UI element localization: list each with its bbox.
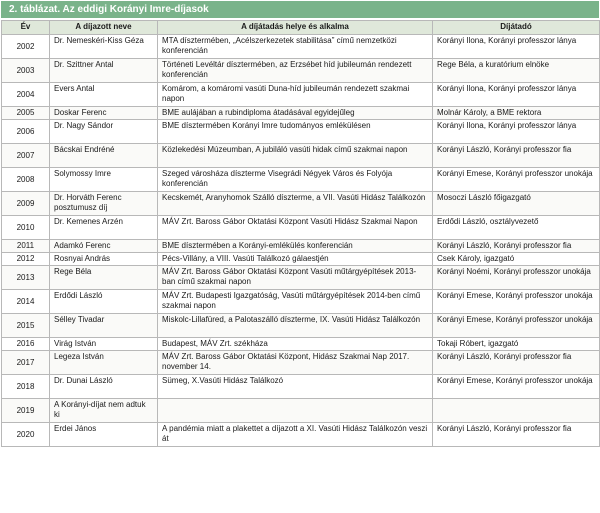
cell-place: Miskolc-Lillafüred, a Palotaszálló díszterme, IX. Vasúti Hidász Találkozón	[158, 314, 433, 338]
header-place: A díjátadás helye és alkalma	[158, 21, 433, 35]
laureates-table	[1, 20, 600, 447]
cell-presenter: Korányi Ilona, Korányi professzor lánya	[433, 120, 600, 144]
table-row	[2, 399, 600, 423]
header-year: Év	[2, 21, 50, 35]
cell-year: 2008	[2, 168, 50, 192]
cell-year: 2014	[2, 290, 50, 314]
table-row	[2, 107, 600, 120]
cell-presenter: Korányi Emese, Korányi professzor unokája	[433, 314, 600, 338]
cell-name: Dr. Szittner Antal	[50, 59, 158, 83]
cell-presenter: Rege Béla, a kuratórium elnöke	[433, 59, 600, 83]
cell-presenter: Korányi Ilona, Korányi professzor lánya	[433, 35, 600, 59]
cell-name: Dr. Nagy Sándor	[50, 120, 158, 144]
cell-place: MÁV Zrt. Baross Gábor Oktatási Központ, Hidász Szakmai Nap 2017. november 14.	[158, 351, 433, 375]
cell-presenter: Tokaji Róbert, igazgató	[433, 338, 600, 351]
cell-presenter: Molnár Károly, a BME rektora	[433, 107, 600, 120]
cell-presenter	[433, 399, 600, 423]
cell-name: Dr. Kemenes Arzén	[50, 216, 158, 240]
cell-year: 2009	[2, 192, 50, 216]
cell-name: Rege Béla	[50, 266, 158, 290]
cell-year: 2003	[2, 59, 50, 83]
table-body	[2, 35, 600, 447]
cell-presenter: Erdődi László, osztályvezető	[433, 216, 600, 240]
table-row	[2, 314, 600, 338]
table-row	[2, 351, 600, 375]
cell-year: 2018	[2, 375, 50, 399]
cell-name: Virág István	[50, 338, 158, 351]
cell-presenter: Korányi Ilona, Korányi professzor lánya	[433, 83, 600, 107]
cell-place: MÁV Zrt. Baross Gábor Oktatási Központ Vasúti Hidász Szakmai Napon	[158, 216, 433, 240]
cell-place: Szeged városháza díszterme Visegrádi Négyek Város és Folyója konferencián	[158, 168, 433, 192]
cell-presenter: Korányi László, Korányi professzor fia	[433, 423, 600, 447]
cell-name: Erdei János	[50, 423, 158, 447]
cell-name: Doskar Ferenc	[50, 107, 158, 120]
cell-place: BME dísztermében a Korányi-emlékülés konferencián	[158, 240, 433, 253]
table-row	[2, 59, 600, 83]
table-row	[2, 423, 600, 447]
table-header-row	[2, 21, 600, 35]
cell-name: Erdődi László	[50, 290, 158, 314]
cell-name: Rosnyai András	[50, 253, 158, 266]
cell-year: 2013	[2, 266, 50, 290]
cell-place: Budapest, MÁV Zrt. székháza	[158, 338, 433, 351]
cell-year: 2016	[2, 338, 50, 351]
cell-year: 2010	[2, 216, 50, 240]
table-row	[2, 290, 600, 314]
cell-name: Adamkó Ferenc	[50, 240, 158, 253]
table-row	[2, 120, 600, 144]
cell-year: 2020	[2, 423, 50, 447]
table-row	[2, 338, 600, 351]
cell-year: 2019	[2, 399, 50, 423]
cell-presenter: Korányi Noémi, Korányi professzor unokája	[433, 266, 600, 290]
cell-name: A Korányi-díjat nem adtuk ki	[50, 399, 158, 423]
cell-place: MÁV Zrt. Baross Gábor Oktatási Központ Vasúti műtárgyépítések 2013-ban című szakmai napon	[158, 266, 433, 290]
cell-place: BME aulájában a rubindiploma átadásával egyidejűleg	[158, 107, 433, 120]
header-presenter: Díjátadó	[433, 21, 600, 35]
table-row	[2, 375, 600, 399]
cell-name: Dr. Nemeskéri-Kiss Géza	[50, 35, 158, 59]
table-row	[2, 216, 600, 240]
table-row	[2, 192, 600, 216]
cell-place: MTA dísztermében, „Acélszerkezetek stabilitása” című nemzetközi konferencián	[158, 35, 433, 59]
cell-presenter: Korányi Emese, Korányi professzor unokája	[433, 290, 600, 314]
table-row	[2, 83, 600, 107]
cell-place: A pandémia miatt a plakettet a díjazott a XI. Vasúti Hidász Találkozón veszi át	[158, 423, 433, 447]
cell-name: Evers Antal	[50, 83, 158, 107]
table-title: 2. táblázat. Az eddigi Korányi Imre-díjasok	[1, 1, 599, 18]
cell-place: BME dísztermében Korányi Imre tudományos emlékülésen	[158, 120, 433, 144]
cell-presenter: Korányi Emese, Korányi professzor unokája	[433, 168, 600, 192]
table-row	[2, 266, 600, 290]
cell-presenter: Korányi László, Korányi professzor fia	[433, 351, 600, 375]
cell-place: Sümeg, X.Vasúti Hidász Találkozó	[158, 375, 433, 399]
cell-year: 2005	[2, 107, 50, 120]
cell-name: Sélley Tivadar	[50, 314, 158, 338]
cell-place: Közlekedési Múzeumban, A jubiláló vasúti hidak című szakmai napon	[158, 144, 433, 168]
cell-place: Komárom, a komáromi vasúti Duna-híd jubileumán rendezett szakmai napon	[158, 83, 433, 107]
cell-year: 2015	[2, 314, 50, 338]
cell-name: Solymossy Imre	[50, 168, 158, 192]
cell-year: 2012	[2, 253, 50, 266]
table-row	[2, 168, 600, 192]
cell-name: Bácskai Endréné	[50, 144, 158, 168]
cell-place: Kecskemét, Aranyhomok Szálló díszterme, a VII. Vasúti Hidász Találkozón	[158, 192, 433, 216]
cell-year: 2006	[2, 120, 50, 144]
cell-year: 2011	[2, 240, 50, 253]
cell-year: 2004	[2, 83, 50, 107]
table-row	[2, 35, 600, 59]
cell-name: Dr. Dunai László	[50, 375, 158, 399]
cell-presenter: Korányi Emese, Korányi professzor unokája	[433, 375, 600, 399]
cell-place	[158, 399, 433, 423]
cell-year: 2007	[2, 144, 50, 168]
header-name: A díjazott neve	[50, 21, 158, 35]
table-row	[2, 144, 600, 168]
cell-place: Pécs-Villány, a VIII. Vasúti Találkozó gálaestjén	[158, 253, 433, 266]
table-row	[2, 253, 600, 266]
cell-year: 2017	[2, 351, 50, 375]
cell-place: Történeti Levéltár dísztermében, az Erzsébet híd jubileumán rendezett konferencián	[158, 59, 433, 83]
cell-place: MÁV Zrt. Budapesti Igazgatóság, Vasúti műtárgyépítések 2014-ben című szakmai napon	[158, 290, 433, 314]
cell-name: Dr. Horváth Ferenc posztumusz díj	[50, 192, 158, 216]
cell-presenter: Mosoczi László főigazgató	[433, 192, 600, 216]
table-row	[2, 240, 600, 253]
cell-presenter: Korányi László, Korányi professzor fia	[433, 240, 600, 253]
cell-year: 2002	[2, 35, 50, 59]
cell-name: Legeza István	[50, 351, 158, 375]
cell-presenter: Korányi László, Korányi professzor fia	[433, 144, 600, 168]
cell-presenter: Csek Károly, igazgató	[433, 253, 600, 266]
